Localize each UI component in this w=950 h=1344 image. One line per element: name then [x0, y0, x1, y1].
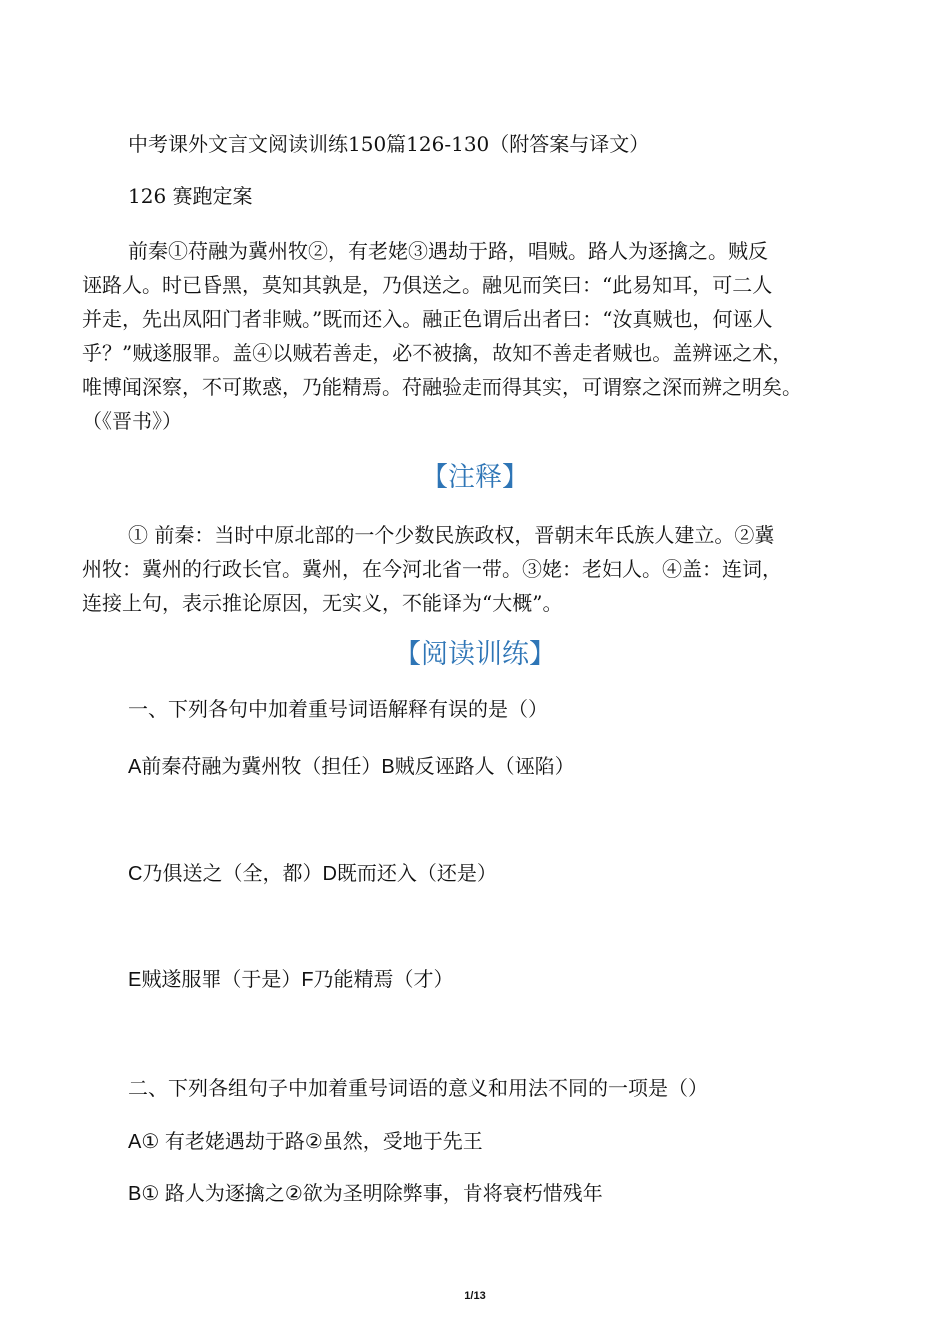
question-1-option: C乃俱送之（全，都）D既而还入（还是）: [128, 863, 497, 885]
passage-line: 乎？”贼遂服罪。盖④以贼若善走，必不被擒，故知不善走者贼也。盖辨诬之术，: [82, 341, 793, 365]
passage-line: 并走，先出凤阳门者非贼。”既而还入。融正色谓后出者曰：“汝真贼也，何诬人: [82, 307, 773, 331]
question-2-stem: 二、下列各组句子中加着重号词语的意义和用法不同的一项是（）: [128, 1076, 708, 1100]
question-2-option: B① 路人为逐擒之②欲为圣明除弊事，肯将衰朽惜残年: [128, 1183, 603, 1205]
notes: [82, 518, 874, 620]
question-1-option: A前秦苻融为冀州牧（担任）B贼反诬路人（诬陷）: [128, 756, 575, 778]
question-1-stem: 一、下列各句中加着重号词语解释有误的是（）: [128, 697, 548, 721]
question-2-option: A① 有老姥遇劫于路②虽然，受地于先王: [128, 1131, 483, 1153]
notes-line: ① 前秦：当时中原北部的一个少数民族政权，晋朝末年氐族人建立。②冀: [128, 523, 775, 547]
passage: [82, 234, 874, 438]
question-1-option: E贼遂服罪（于是）F乃能精焉（才）: [128, 969, 454, 991]
document-title: 中考课外文言文阅读训练150篇126-130（附答案与译文）: [128, 132, 650, 156]
training-heading: 【阅读训练】: [394, 639, 556, 670]
page-number: 1/13: [464, 1290, 486, 1302]
passage-line: 唯博闻深察，不可欺惑，乃能精焉。苻融验走而得其实，可谓察之深而辨之明矣。: [82, 375, 802, 399]
passage-line: 前秦①苻融为冀州牧②，有老姥③遇劫于路，唱贼。路人为逐擒之。贼反: [128, 239, 768, 263]
notes-heading: 【注释】: [421, 462, 529, 493]
notes-line: 州牧：冀州的行政长官。冀州，在今河北省一带。③姥：老妇人。④盖：连词，: [82, 557, 782, 581]
passage-line: 诬路人。时已昏黑，莫知其孰是，乃俱送之。融见而笑曰：“此易知耳，可二人: [82, 273, 773, 297]
section-title: 126 赛跑定案: [128, 184, 253, 208]
passage-line: （《晋书》）: [82, 409, 182, 433]
notes-line: 连接上句，表示推论原因，无实义，不能译为“大概”。: [82, 591, 563, 615]
